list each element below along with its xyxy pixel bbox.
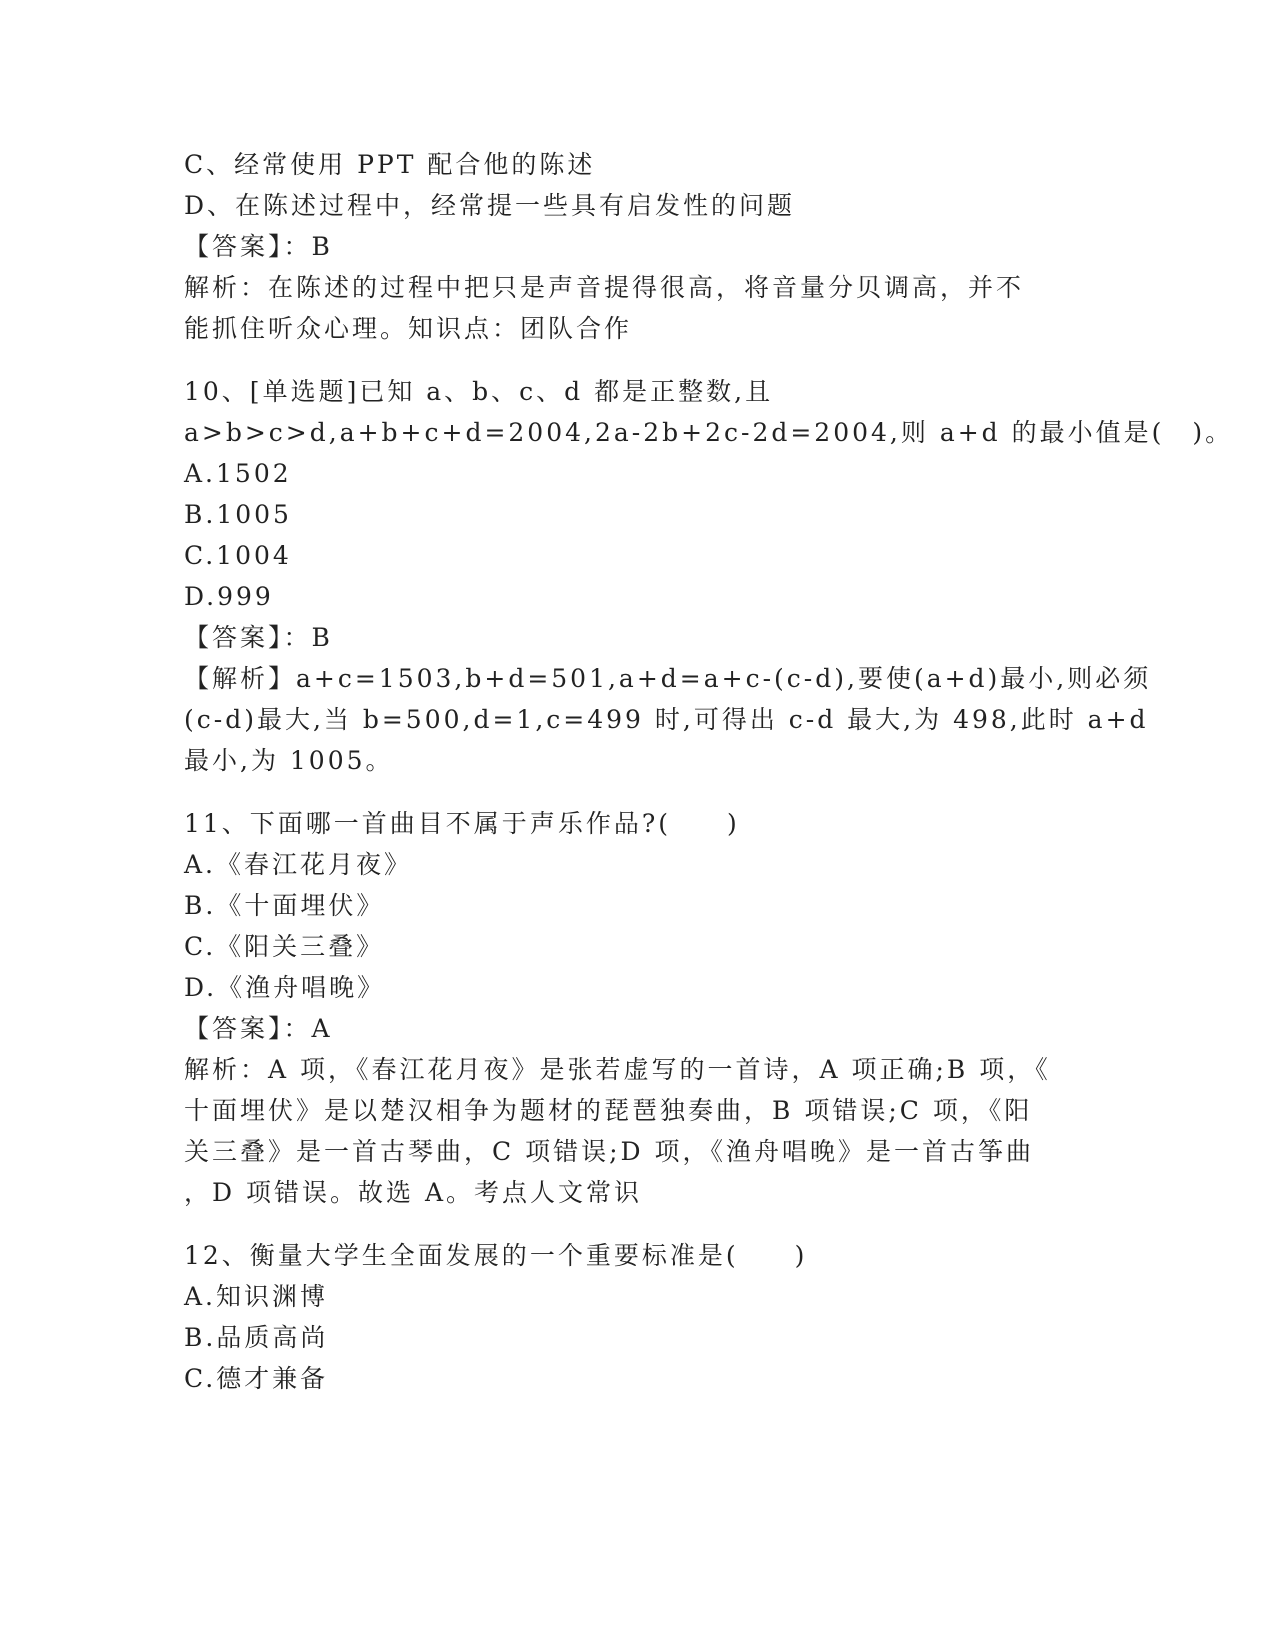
explanation-line: 十面埋伏》是以楚汉相争为题材的琵琶独奏曲，B 项错误;C 项，《阳 [184,1096,1033,1125]
answer: 【答案】：B [184,232,333,261]
option-c: C.《阳关三叠》 [184,932,385,961]
explanation-line: 关三叠》是一首古琴曲，C 项错误;D 项，《渔舟唱晚》是一首古筝曲 [184,1137,1034,1166]
option-b: B.《十面埋伏》 [184,891,385,920]
option-a: A.1502 [184,459,292,488]
option-b: B.1005 [184,500,292,529]
explanation-line: 解析：A 项，《春江花月夜》是张若虚写的一首诗，A 项正确;B 项，《 [184,1055,1051,1084]
explanation-line: 最小,为 1005。 [184,746,394,775]
question-10-title: 10、[单选题]已知 a、b、c、d 都是正整数,且 [184,377,774,406]
question-12-title: 12、衡量大学生全面发展的一个重要标准是( ) [184,1241,808,1270]
option-c: C、经常使用 PPT 配合他的陈述 [184,150,596,179]
answer: 【答案】：B [184,623,333,652]
question-10-title: a>b>c>d,a+b+c+d=2004,2a-2b+2c-2d=2004,则 a+d 的最小值是( )。 [184,418,1234,447]
option-a: A.知识渊博 [184,1282,329,1311]
option-b: B.品质高尚 [184,1323,329,1352]
document-content [184,144,1234,1399]
explanation-line: ，D 项错误。故选 A。考点人文常识 [184,1178,642,1207]
option-d: D、在陈述过程中，经常提一些具有启发性的问题 [184,191,796,220]
option-a: A.《春江花月夜》 [184,850,413,879]
explanation-line: 解析：在陈述的过程中把只是声音提得很高，将音量分贝调高，并不 [184,273,1025,302]
option-c: C.德才兼备 [184,1364,329,1393]
explanation-line: 【解析】a+c=1503,b+d=501,a+d=a+c-(c-d),要使(a+d)最小,则必须 [184,664,1152,693]
explanation-line: (c-d)最大,当 b=500,d=1,c=499 时,可得出 c-d 最大,为 498,此时 a+d [184,705,1149,734]
option-d: D.999 [184,582,274,611]
answer: 【答案】：A [184,1014,333,1043]
explanation-line: 能抓住听众心理。知识点：团队合作 [184,314,633,343]
option-c: C.1004 [184,541,292,570]
question-11-title: 11、下面哪一首曲目不属于声乐作品?( ) [184,809,740,838]
option-d: D.《渔舟唱晚》 [184,973,386,1002]
